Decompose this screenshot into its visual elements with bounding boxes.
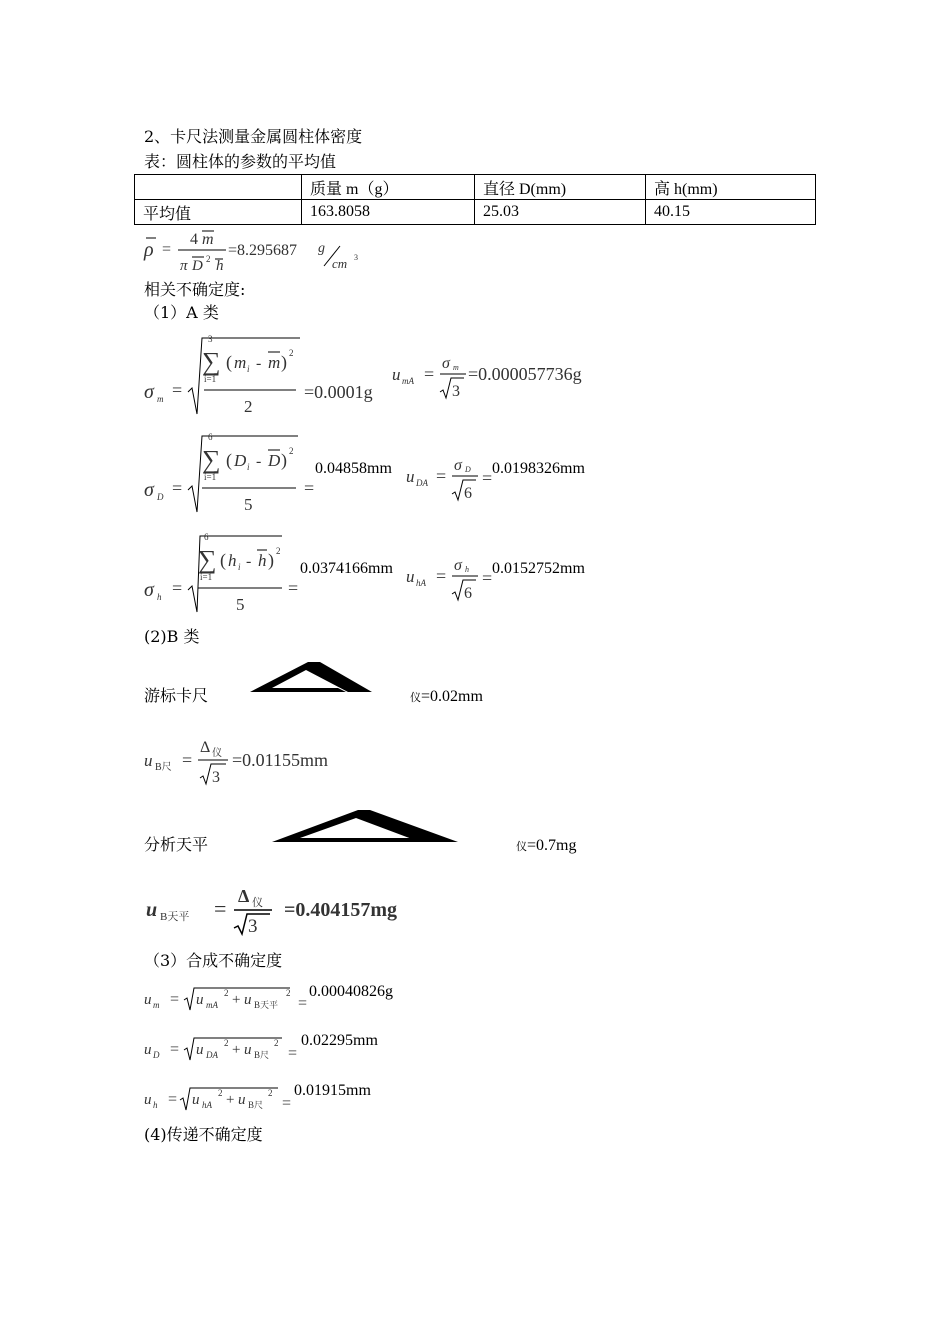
svg-text:u: u xyxy=(244,1042,252,1058)
type-b-heading: (2)B 类 xyxy=(144,627,200,646)
svg-text:-: - xyxy=(256,453,262,470)
table-header-cell: 质量 m（g） xyxy=(302,175,475,200)
svg-text:σ: σ xyxy=(144,381,154,403)
combined-heading: （3）合成不确定度 xyxy=(144,951,283,970)
svg-text:2: 2 xyxy=(244,397,253,416)
u-da-formula xyxy=(404,452,494,504)
svg-text:m: m xyxy=(153,1000,160,1010)
svg-text:=: = xyxy=(214,896,227,921)
svg-text:π: π xyxy=(180,258,188,274)
svg-text:2: 2 xyxy=(268,1088,273,1098)
svg-text:m: m xyxy=(268,353,281,372)
svg-text:(: ( xyxy=(226,352,232,372)
svg-text:u: u xyxy=(406,467,415,486)
svg-text:u: u xyxy=(144,1042,152,1058)
parameter-table xyxy=(134,174,816,225)
svg-text:2: 2 xyxy=(224,988,229,998)
table-header-cell: 高 h(mm) xyxy=(646,175,816,200)
svg-text:=: = xyxy=(424,364,435,384)
delta-glyph-icon xyxy=(248,660,374,694)
svg-text:=: = xyxy=(168,1091,178,1108)
table-cell: 163.8058 xyxy=(302,200,475,225)
svg-text:D: D xyxy=(465,465,471,474)
u-b-caliper-formula xyxy=(140,736,360,788)
svg-text:Δ: Δ xyxy=(238,886,250,906)
svg-text:=: = xyxy=(170,991,180,1008)
balance-label: 分析天平 xyxy=(144,835,209,854)
table-caption: 表：圆柱体的参数的平均值 xyxy=(144,152,337,171)
svg-text:m: m xyxy=(202,231,214,248)
u-m-formula xyxy=(140,982,310,1018)
svg-text:u: u xyxy=(392,365,401,384)
svg-text:u: u xyxy=(238,1092,246,1108)
sigma-d-result: 0.04858mm xyxy=(315,460,392,477)
svg-text:): ) xyxy=(281,450,287,470)
density-unit-den: cm xyxy=(332,256,348,271)
svg-text:(: ( xyxy=(220,550,226,570)
sigma-m-formula xyxy=(140,334,610,420)
svg-text:h: h xyxy=(157,592,162,602)
svg-text:i: i xyxy=(247,462,250,472)
u-h-formula xyxy=(140,1082,310,1118)
svg-text:=: = xyxy=(172,380,183,400)
svg-text:h: h xyxy=(258,551,267,570)
density-unit-num: g xyxy=(318,241,325,256)
svg-text:=: = xyxy=(282,1095,292,1112)
svg-text:-: - xyxy=(256,355,262,372)
density-formula xyxy=(140,226,380,278)
svg-text:=: = xyxy=(170,1041,180,1058)
table-header-cell: 直径 D(mm) xyxy=(475,175,646,200)
svg-text:): ) xyxy=(268,550,274,570)
svg-text:5: 5 xyxy=(236,595,245,614)
svg-text:B尺: B尺 xyxy=(248,1100,264,1110)
u-ha-formula xyxy=(404,552,494,604)
svg-text:2: 2 xyxy=(289,446,294,456)
u-d-result: 0.02295mm xyxy=(301,1032,378,1049)
table-header-row xyxy=(135,175,816,200)
svg-text:DA: DA xyxy=(416,478,428,488)
svg-text:=: = xyxy=(436,566,447,586)
svg-text:2: 2 xyxy=(218,1088,223,1098)
table-row xyxy=(135,200,816,225)
svg-text:h: h xyxy=(216,258,224,274)
table-header-cell xyxy=(135,175,302,200)
svg-text:2: 2 xyxy=(276,546,281,556)
svg-text:∑: ∑ xyxy=(198,545,217,574)
delta-glyph-icon xyxy=(270,808,460,844)
svg-text:=: = xyxy=(482,568,493,588)
svg-text:(: ( xyxy=(226,450,232,470)
svg-text:3: 3 xyxy=(452,383,460,400)
svg-text:σ: σ xyxy=(442,355,450,372)
svg-text:u: u xyxy=(146,899,158,921)
svg-text:=: = xyxy=(172,478,183,498)
svg-text:u: u xyxy=(144,992,152,1008)
svg-text:i=1: i=1 xyxy=(200,572,213,582)
svg-text:D: D xyxy=(157,492,164,502)
svg-text:6: 6 xyxy=(464,585,472,602)
svg-text:3: 3 xyxy=(208,334,213,344)
u-b-balance-formula xyxy=(140,884,460,940)
svg-text:m: m xyxy=(157,394,164,404)
balance-instrument-error: 仪=0.7mg xyxy=(516,837,577,854)
svg-text:D: D xyxy=(268,451,281,470)
sigma-h-result: 0.0374166mm xyxy=(300,560,393,577)
svg-text:m: m xyxy=(234,353,247,372)
uncertainty-heading: 相关不确定度: xyxy=(144,280,246,299)
svg-text:h: h xyxy=(228,551,237,570)
svg-text:Δ: Δ xyxy=(200,739,211,756)
svg-text:∑: ∑ xyxy=(202,347,221,376)
svg-text:σ: σ xyxy=(454,457,462,474)
svg-text:=: = xyxy=(288,578,299,598)
svg-text:B尺: B尺 xyxy=(155,762,172,773)
svg-text:u: u xyxy=(406,567,415,586)
u-ha-result: 0.0152752mm xyxy=(492,560,585,577)
table-cell: 40.15 xyxy=(646,200,816,225)
svg-text:3: 3 xyxy=(248,916,258,937)
svg-text:2: 2 xyxy=(206,254,211,264)
svg-text:∑: ∑ xyxy=(202,445,221,474)
u-b-balance-result: =0.404157mg xyxy=(284,899,398,921)
type-a-heading: （1）A 类 xyxy=(144,303,219,322)
svg-text:i=1: i=1 xyxy=(204,374,217,384)
svg-text:3: 3 xyxy=(212,769,220,786)
svg-text:-: - xyxy=(246,553,252,570)
svg-text:σ: σ xyxy=(144,579,154,601)
svg-text:6: 6 xyxy=(208,432,213,442)
density-result: =8.295687 xyxy=(228,242,298,259)
svg-text:): ) xyxy=(281,352,287,372)
svg-text:m: m xyxy=(453,363,459,372)
table-cell: 25.03 xyxy=(475,200,646,225)
svg-text:σ: σ xyxy=(144,479,154,501)
sigma-m-result: =0.0001g xyxy=(304,382,373,402)
svg-text:2: 2 xyxy=(286,988,291,998)
svg-text:2: 2 xyxy=(289,348,294,358)
svg-text:i: i xyxy=(247,364,250,374)
svg-text:u: u xyxy=(192,1092,200,1108)
svg-text:+: + xyxy=(232,1042,241,1058)
svg-text:4: 4 xyxy=(190,231,198,248)
u-d-formula xyxy=(140,1032,310,1068)
svg-text:=: = xyxy=(288,1045,298,1062)
svg-text:=: = xyxy=(304,478,315,498)
svg-text:2: 2 xyxy=(274,1038,279,1048)
svg-text:仪: 仪 xyxy=(212,748,222,759)
svg-text:3: 3 xyxy=(354,253,358,262)
svg-text:=: = xyxy=(182,750,193,770)
svg-text:2: 2 xyxy=(224,1038,229,1048)
svg-text:仪: 仪 xyxy=(252,897,263,909)
svg-text:B天平: B天平 xyxy=(254,1000,279,1010)
svg-text:=: = xyxy=(162,241,172,258)
svg-text:+: + xyxy=(232,992,241,1008)
svg-text:B尺: B尺 xyxy=(254,1050,270,1060)
svg-text:i=1: i=1 xyxy=(204,472,217,482)
u-da-result: 0.0198326mm xyxy=(492,460,585,477)
svg-text:6: 6 xyxy=(204,532,209,542)
svg-text:mA: mA xyxy=(206,1000,218,1010)
svg-text:5: 5 xyxy=(244,495,253,514)
svg-text:ρ: ρ xyxy=(144,239,154,261)
svg-text:σ: σ xyxy=(454,557,462,574)
svg-text:D: D xyxy=(234,451,247,470)
u-b-caliper-result: =0.01155mm xyxy=(232,750,328,770)
svg-text:=: = xyxy=(482,468,493,488)
u-h-result: 0.01915mm xyxy=(294,1082,371,1099)
svg-text:hA: hA xyxy=(416,578,426,588)
svg-text:u: u xyxy=(144,751,153,770)
svg-text:D: D xyxy=(192,258,203,274)
caliper-label: 游标卡尺 xyxy=(144,686,209,705)
svg-text:u: u xyxy=(244,992,252,1008)
svg-text:i: i xyxy=(238,562,241,572)
section-heading: 2、卡尺法测量金属圆柱体密度 xyxy=(144,127,363,146)
svg-text:h: h xyxy=(465,565,469,574)
svg-text:=: = xyxy=(436,466,447,486)
table-row-label: 平均值 xyxy=(135,200,302,225)
caliper-instrument-error: 仪=0.02mm xyxy=(410,688,483,705)
svg-text:+: + xyxy=(226,1092,235,1108)
svg-text:DA: DA xyxy=(206,1050,218,1060)
svg-text:=: = xyxy=(298,995,308,1012)
svg-text:B天平: B天平 xyxy=(160,911,190,923)
svg-text:hA: hA xyxy=(202,1100,212,1110)
svg-text:6: 6 xyxy=(464,485,472,502)
svg-text:mA: mA xyxy=(402,376,414,386)
u-ma-result: =0.000057736g xyxy=(468,364,582,384)
svg-text:u: u xyxy=(196,992,204,1008)
u-m-result: 0.00040826g xyxy=(309,983,393,1000)
svg-text:=: = xyxy=(172,578,183,598)
svg-text:u: u xyxy=(144,1092,152,1108)
svg-text:u: u xyxy=(196,1042,204,1058)
propagation-heading: (4)传递不确定度 xyxy=(144,1125,263,1144)
svg-text:h: h xyxy=(153,1100,158,1110)
svg-text:D: D xyxy=(153,1050,160,1060)
